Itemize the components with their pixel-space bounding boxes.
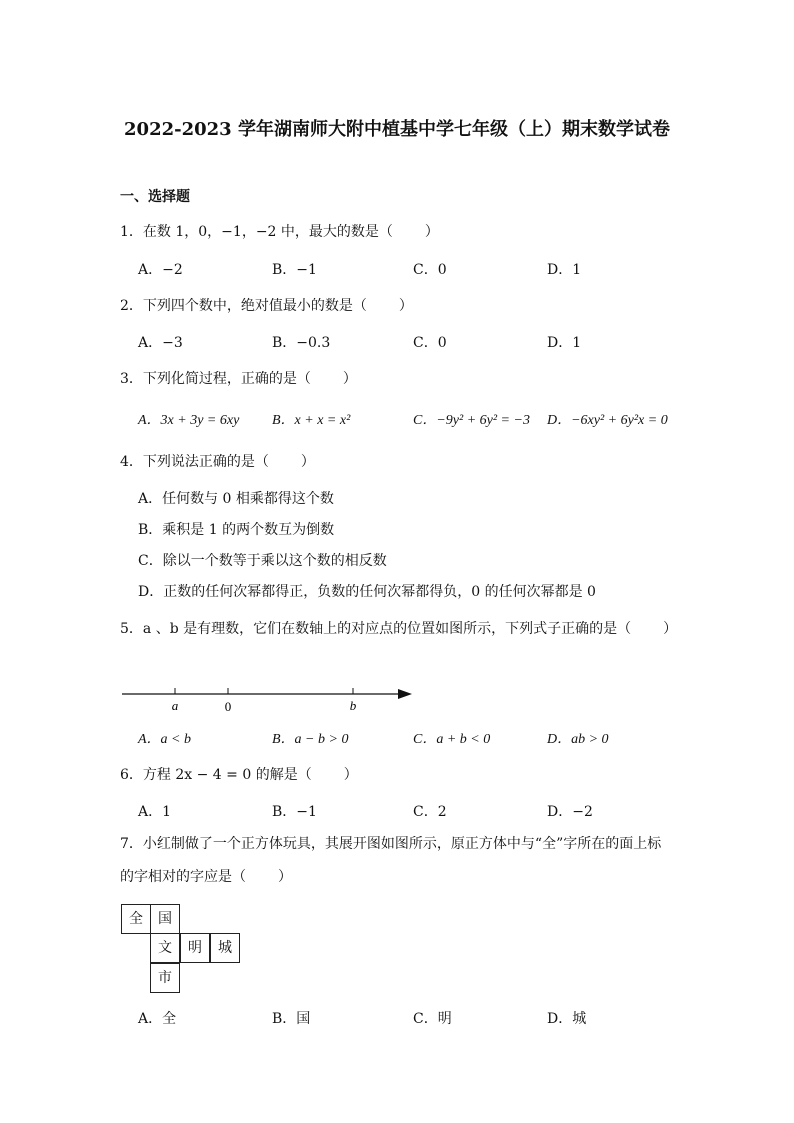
label-zero: 0 <box>224 699 232 714</box>
question-7 <box>120 833 661 853</box>
question-text: 下列化简过程，正确的是（ <box>142 371 311 387</box>
question-3: 3．下列化简过程，正确的是（ ） <box>120 371 357 387</box>
question-6: 6．方程 2x − 4 = 0 的解是（ ） <box>120 767 358 783</box>
option-d: D．1 <box>547 262 582 278</box>
option-a: A．−2 <box>138 262 183 278</box>
question-4: 4．下列说法正确的是（ ） <box>120 454 315 470</box>
option-a: A．a < b <box>138 732 191 747</box>
net-cell-cheng: 城 <box>210 933 240 963</box>
question-number: 3． <box>120 371 143 387</box>
option-b: B．国 <box>272 1011 311 1027</box>
option-c: C．a + b < 0 <box>413 732 491 747</box>
option-c: C．0 <box>413 262 447 278</box>
option-b: B．a − b > 0 <box>272 732 349 747</box>
option-a: A．−3 <box>138 335 183 351</box>
question-text: 下列说法正确的是（ <box>142 454 269 470</box>
arrow-head-icon <box>398 689 412 699</box>
option-b: B．−1 <box>272 262 317 278</box>
option-c: C．0 <box>413 335 447 351</box>
option-a: A．3x + 3y = 6xy <box>138 413 240 428</box>
net-cell-shi: 市 <box>150 963 180 993</box>
question-number: 5． <box>120 621 143 637</box>
label-a: a <box>171 698 179 713</box>
option-b: B．x + x = x² <box>272 413 351 428</box>
number-line-figure <box>120 680 420 720</box>
option-a: A．1 <box>138 804 172 820</box>
question-5: 5．a 、b 是有理数，它们在数轴上的对应点的位置如图所示，下列式子正确的是（ ） <box>120 621 678 637</box>
question-1: 1．在数 1，0，−1，−2 中，最大的数是（ ） <box>120 224 439 240</box>
question-text-line1: 小红制做了一个正方体玩具，其展开图如图所示，原正方体中与“全”字所在的面上标 <box>142 836 662 852</box>
label-b: b <box>349 698 357 713</box>
question-number: 6． <box>120 767 143 783</box>
question-text: a 、b 是有理数，它们在数轴上的对应点的位置如图所示，下列式子正确的是（ <box>142 621 632 637</box>
option-c: C．除以一个数等于乘以这个数的相反数 <box>138 553 387 569</box>
question-text-line2: 的字相对的字应是（ <box>120 869 246 885</box>
option-d: D．−2 <box>547 804 593 820</box>
net-cell-guo: 国 <box>150 904 180 934</box>
section-heading: 一、选择题 <box>120 189 190 205</box>
question-number: 7． <box>120 836 143 852</box>
option-a: A．任何数与 0 相乘都得这个数 <box>138 491 334 507</box>
question-text: 在数 1，0，−1，−2 中，最大的数是（ <box>142 224 393 240</box>
option-b: B．乘积是 1 的两个数互为倒数 <box>138 522 335 538</box>
option-d: D．−6xy² + 6y²x = 0 <box>547 413 668 428</box>
option-c: C．−9y² + 6y² = −3 <box>413 413 530 428</box>
option-b: B．−0.3 <box>272 335 331 351</box>
option-d: D．正数的任何次幂都得正，负数的任何次幂都得负，0 的任何次幂都是 0 <box>138 584 596 600</box>
option-a: A．全 <box>138 1011 177 1027</box>
net-cell-quan: 全 <box>121 904 151 934</box>
option-d: D．城 <box>547 1011 587 1027</box>
question-2: 2．下列四个数中，绝对值最小的数是（ ） <box>120 298 413 314</box>
question-7-line2: 的字相对的字应是（ ） <box>120 869 292 885</box>
question-number: 4． <box>120 454 143 470</box>
option-b: B．−1 <box>272 804 317 820</box>
page-title: 2022-2023 学年湖南师大附中植基中学七年级（上）期末数学试卷 <box>124 119 670 140</box>
net-cell-wen: 文 <box>150 933 180 963</box>
question-number: 1． <box>120 224 143 240</box>
question-text: 下列四个数中，绝对值最小的数是（ <box>142 298 367 314</box>
option-d: D．ab > 0 <box>547 732 609 747</box>
question-number: 2． <box>120 298 143 314</box>
net-cell-ming: 明 <box>180 933 210 963</box>
option-c: C．2 <box>413 804 447 820</box>
question-text: 方程 2x − 4 = 0 的解是（ <box>142 767 312 783</box>
option-c: C．明 <box>413 1011 452 1027</box>
option-d: D．1 <box>547 335 582 351</box>
